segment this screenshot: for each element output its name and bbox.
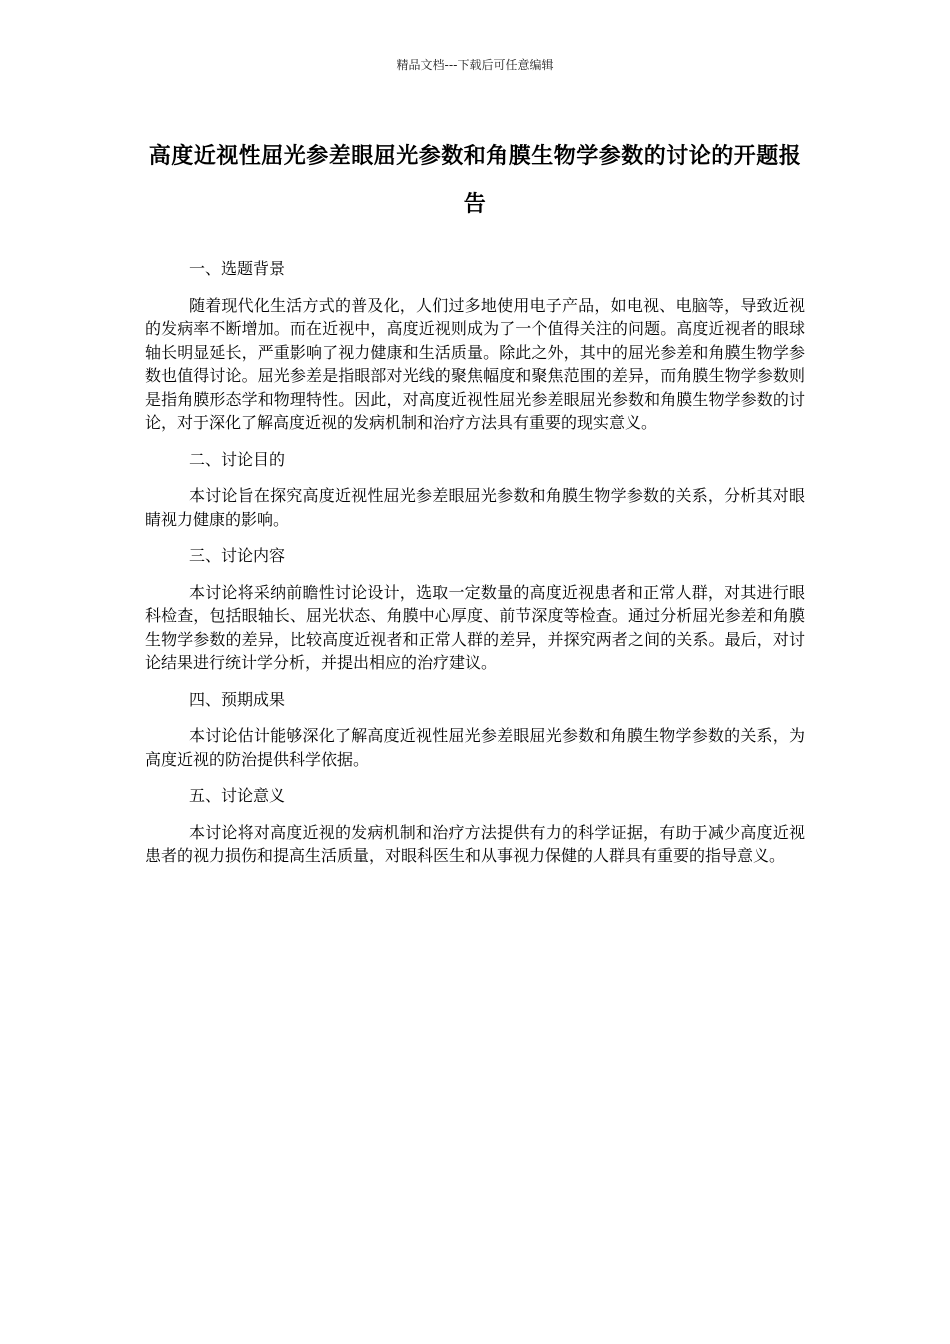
page-header: 精品文档---下载后可任意编辑 xyxy=(396,58,554,72)
section-content xyxy=(145,544,805,675)
section-heading: 三、讨论内容 xyxy=(189,546,286,565)
section-paragraph: 本讨论估计能够深化了解高度近视性屈光参差眼屈光参数和角膜生物学参数的关系，为高度近视的防治提供科学依据。 xyxy=(145,726,805,769)
section-paragraph: 本讨论旨在探究高度近视性屈光参差眼屈光参数和角膜生物学参数的关系，分析其对眼睛视力健康的影响。 xyxy=(145,486,805,529)
section-heading: 一、选题背景 xyxy=(189,259,286,278)
section-expected-results xyxy=(145,688,805,772)
section-significance xyxy=(145,784,805,868)
section-background xyxy=(145,257,805,435)
section-heading: 四、预期成果 xyxy=(189,689,286,709)
section-purpose xyxy=(145,448,805,532)
document-body xyxy=(145,257,805,881)
section-heading: 二、讨论目的 xyxy=(189,449,286,469)
section-heading: 五、讨论意义 xyxy=(189,786,286,805)
section-paragraph: 随着现代化生活方式的普及化，人们过多地使用电子产品，如电视、电脑等，导致近视的发病率不断增加。而在近视中，高度近视则成为了一个值得关注的问题。高度近视者的眼球轴长明显延长，严重影响了视力健康和生活质量。除此之外，其中的屈光参差和角膜生物学参数也值得讨论。屈光参差是指眼部对光线的聚焦幅度和聚焦范围的差异，而角膜生物学参数则是指角膜形态学和物理特性。因此，对高度近视性屈光参差眼屈光参数和角膜生物学参数的讨论，对于深化了解高度近视的发病机制和治疗方法具有重要的现实意义。 xyxy=(145,295,805,432)
section-paragraph: 本讨论将对高度近视的发病机制和治疗方法提供有力的科学证据，有助于减少高度近视患者的视力损伤和提高生活质量，对眼科医生和从事视力保健的人群具有重要的指导意义。 xyxy=(145,822,805,865)
document-title: 高度近视性屈光参差眼屈光参数和角膜生物学参数的讨论的开题报告 xyxy=(148,144,802,217)
section-paragraph: 本讨论将采纳前瞻性讨论设计，选取一定数量的高度近视患者和正常人群，对其进行眼科检查，包括眼轴长、屈光状态、角膜中心厚度、前节深度等检查。通过分析屈光参差和角膜生物学参数的差异，比较高度近视者和正常人群的差异，并探究两者之间的关系。最后，对讨论结果进行统计学分析，并提出相应的治疗建议。 xyxy=(145,582,805,672)
